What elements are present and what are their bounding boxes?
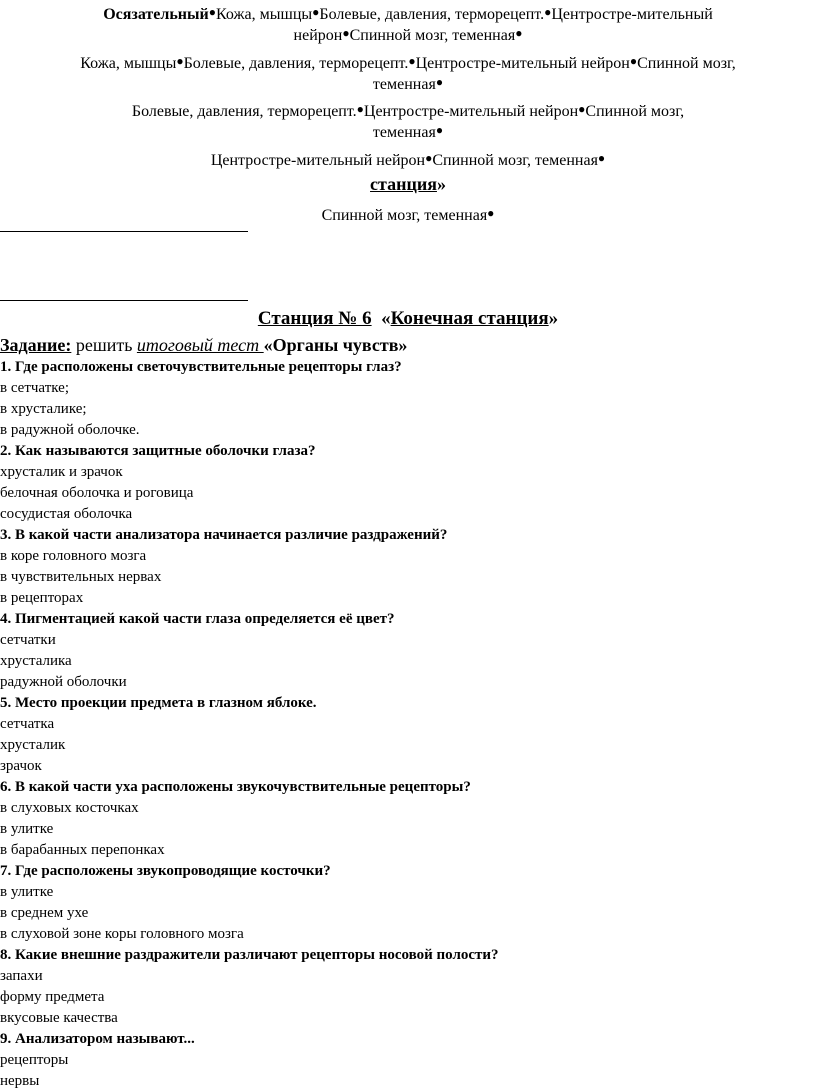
header-fragment: Кожа, мышцы	[215, 6, 313, 23]
header-fragment: Спинной мозг, теменная	[321, 207, 488, 224]
answer-option: в чувствительных нервах	[0, 569, 162, 585]
header-fragment: Спинной мозг,	[585, 103, 685, 120]
answer-option: запахи	[0, 968, 43, 984]
header-fragment: теменная	[372, 76, 436, 93]
station-word: станция	[370, 174, 437, 194]
header-fragment: Болевые, давления, терморецепт.	[131, 103, 357, 120]
question-text: 1. Где расположены светочувствительные рецепторы глаз?	[0, 359, 402, 375]
header-line-2	[0, 23, 816, 46]
bullet-icon: ●	[544, 5, 552, 19]
task-topic: «Органы чувств»	[263, 335, 408, 355]
station-close-quote: »	[548, 308, 559, 329]
header-line-7	[0, 148, 816, 171]
header-fragment: Спинной мозг, теменная	[349, 27, 516, 44]
header-fragment: Центростре-мительный нейрон	[210, 152, 426, 169]
answer-option: белочная оболочка и роговица	[0, 485, 194, 501]
quiz-list	[0, 357, 816, 1092]
task-label: Задание:	[0, 335, 72, 355]
header-fragment: нейрон	[293, 27, 343, 44]
task-line	[0, 334, 407, 356]
bullet-icon: ●	[342, 26, 350, 40]
header-fragment: Болевые, давления, терморецепт.	[183, 55, 409, 72]
bullet-icon: ●	[597, 151, 606, 165]
header-fragment: Центростре-мительный нейрон	[415, 55, 630, 72]
station-open-quote: «	[381, 308, 391, 329]
bullet-icon: ●	[312, 5, 320, 19]
answer-option: хрусталик и зрачок	[0, 464, 123, 480]
header-line-3	[0, 51, 816, 74]
question-text: 9. Анализатором называют...	[0, 1031, 195, 1047]
bullet-icon: ●	[487, 206, 495, 220]
header-fragment: Центростре-мительный	[551, 6, 713, 23]
answer-option: сетчатки	[0, 632, 56, 648]
answer-option: в барабанных перепонках	[0, 842, 165, 858]
answer-option: в хрусталике;	[0, 401, 87, 417]
header-fragment: теменная	[372, 124, 436, 141]
header-fragment: Болевые, давления, терморецепт.	[319, 6, 545, 23]
bullet-icon: ●	[515, 26, 523, 40]
bullet-icon: ●	[578, 102, 586, 116]
header-fragment: Центростре-мительный нейрон	[363, 103, 579, 120]
bullet-icon: ●	[629, 54, 638, 68]
answer-option: вкусовые качества	[0, 1010, 118, 1026]
answer-option: хрусталик	[0, 737, 66, 753]
question-text: 8. Какие внешние раздражители различают рецепторы носовой полости?	[0, 947, 499, 963]
header-fragment: Кожа, мышцы	[80, 55, 177, 72]
answer-option: в слуховой зоне коры головного мозга	[0, 926, 244, 942]
bullet-icon: ●	[176, 54, 184, 68]
header-line-6	[0, 120, 816, 143]
header-fragment: Спинной мозг,	[637, 55, 736, 72]
answer-option: сосудистая оболочка	[0, 506, 133, 522]
station-number: Станция № 6	[257, 308, 372, 329]
question-text: 2. Как называются защитные оболочки глаза?	[0, 443, 316, 459]
answer-option: сетчатка	[0, 716, 55, 732]
bullet-icon: ●	[435, 123, 444, 137]
header-sense-label: Осязательный	[103, 6, 209, 23]
bullet-icon: ●	[208, 5, 216, 19]
answer-option: зрачок	[0, 758, 42, 774]
answer-option: в слуховых косточках	[0, 800, 139, 816]
answer-option: рецепторы	[0, 1052, 69, 1068]
task-italic-text: итоговый тест	[136, 335, 264, 355]
question-text: 7. Где расположены звукопроводящие косточки?	[0, 863, 331, 879]
answer-option: в улитке	[0, 821, 54, 837]
answer-option: хрусталика	[0, 653, 72, 669]
answer-option: радужной оболочки	[0, 674, 127, 690]
separator-line	[0, 300, 248, 301]
header-line-5	[0, 99, 816, 122]
header-fragment: Спинной мозг, теменная	[432, 152, 598, 169]
header-line-1	[0, 2, 816, 25]
question-text: 3. В какой части анализатора начинается различие раздражений?	[0, 527, 448, 543]
header-line-4	[0, 72, 816, 95]
separator-line	[0, 231, 248, 232]
question-text: 4. Пигментацией какой части глаза определяется её цвет?	[0, 611, 395, 627]
bullet-icon: ●	[356, 102, 364, 116]
answer-option: в сетчатке;	[0, 380, 69, 396]
header-line-8	[0, 173, 816, 195]
header-line-9	[0, 203, 816, 226]
station-word-suffix: »	[436, 174, 446, 194]
answer-option: в коре головного мозга	[0, 548, 147, 564]
bullet-icon: ●	[408, 54, 416, 68]
question-text: 5. Место проекции предмета в глазном яблоке.	[0, 695, 317, 711]
answer-option: в среднем ухе	[0, 905, 89, 921]
answer-option: форму предмета	[0, 989, 105, 1005]
answer-option: в радужной оболочке.	[0, 422, 140, 438]
answer-option: в рецепторах	[0, 590, 84, 606]
task-text: решить	[71, 335, 137, 355]
bullet-icon: ●	[435, 75, 444, 89]
station-name: Конечная станция	[390, 308, 549, 329]
question-text: 6. В какой части уха расположены звукочувствительные рецепторы?	[0, 779, 471, 795]
bullet-icon: ●	[425, 151, 433, 165]
answer-option: в улитке	[0, 884, 54, 900]
answer-option: нервы	[0, 1073, 40, 1089]
station-title	[0, 308, 816, 330]
